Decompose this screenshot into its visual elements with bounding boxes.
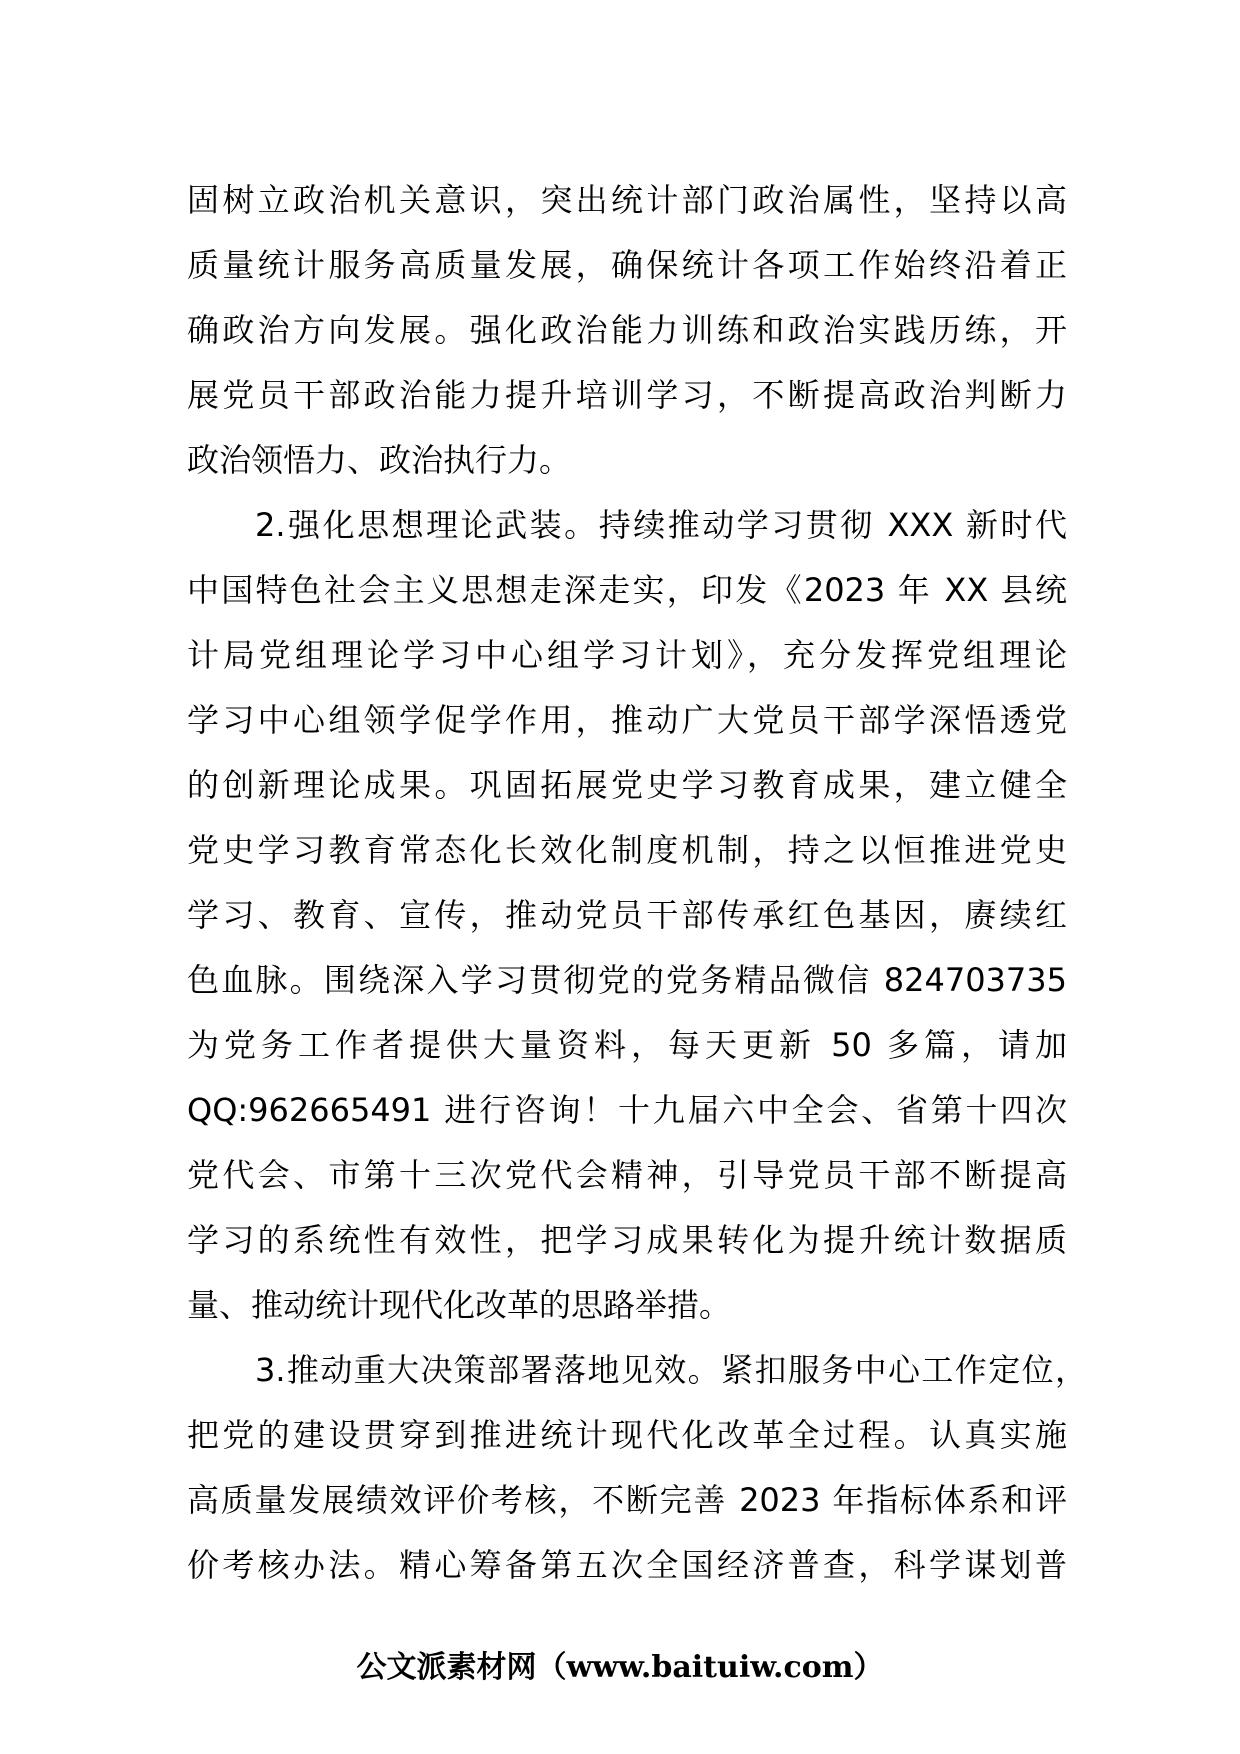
text-line: 固树立政治机关意识，突出统计部门政治属性，坚持以高 [187, 181, 1067, 219]
text-line: 高质量发展绩效评价考核，不断完善 2023 年指标体系和评 [187, 1481, 1067, 1519]
text-line: 价考核办法。精心筹备第五次全国经济普查，科学谋划普 [187, 1546, 1067, 1584]
footer-watermark: 公文派素材网（www.baituiw.com） [356, 1650, 884, 1685]
text-line: 计局党组理论学习中心组学习计划》，充分发挥党组理论 [187, 636, 1067, 674]
text-line: 政治领悟力、政治执行力。 [187, 441, 572, 479]
text-line: 的创新理论成果。巩固拓展党史学习教育成果，建立健全 [187, 766, 1067, 804]
text-line: 学习、教育、宣传，推动党员干部传承红色基因，赓续红 [187, 896, 1067, 934]
text-line: 量、推动统计现代化改革的思路举措。 [187, 1286, 732, 1324]
body-text [187, 168, 1087, 1598]
text-line: QQ:962665491 进行咨询！十九届六中全会、省第十四次 [187, 1091, 1067, 1129]
text-line: 学习的系统性有效性，把学习成果转化为提升统计数据质 [187, 1221, 1067, 1259]
text-line: 党代会、市第十三次党代会精神，引导党员干部不断提高 [187, 1156, 1067, 1194]
paragraph-3-start: 3.推动重大决策部署落地见效。紧扣服务中心工作定位， [255, 1351, 1087, 1389]
text-line: 中国特色社会主义思想走深走实，印发《2023 年 XX 县统 [187, 571, 1067, 609]
text-line: 确政治方向发展。强化政治能力训练和政治实践历练，开 [187, 311, 1067, 349]
paragraph-2-start: 2.强化思想理论武装。持续推动学习贯彻 XXX 新时代 [255, 506, 1067, 544]
text-line: 质量统计服务高质量发展，确保统计各项工作始终沿着正 [187, 246, 1067, 284]
text-line: 把党的建设贯穿到推进统计现代化改革全过程。认真实施 [187, 1416, 1067, 1454]
text-line: 学习中心组领学促学作用，推动广大党员干部学深悟透党 [187, 701, 1067, 739]
text-line: 色血脉。围绕深入学习贯彻党的党务精品微信 824703735 [187, 961, 1067, 999]
text-line: 党史学习教育常态化长效化制度机制，持之以恒推进党史 [187, 831, 1067, 869]
text-line: 展党员干部政治能力提升培训学习，不断提高政治判断力 [187, 376, 1067, 414]
text-line: 为党务工作者提供大量资料，每天更新 50 多篇，请加 [187, 1026, 1067, 1064]
